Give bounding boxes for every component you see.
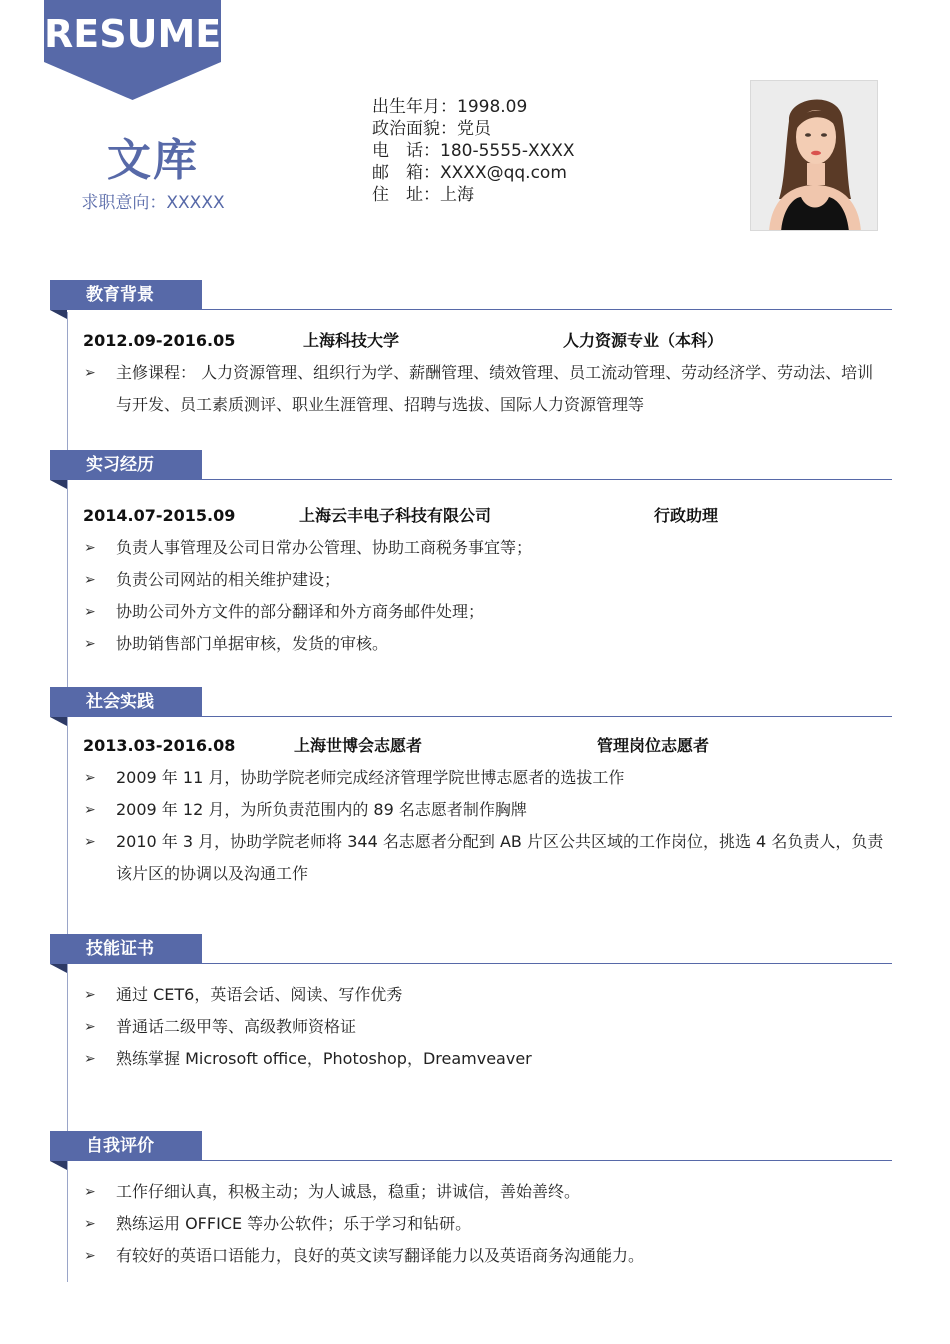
entry-org: 上海世博会志愿者 bbox=[294, 736, 423, 755]
list-item-text: 负责公司网站的相关维护建设； bbox=[116, 570, 341, 589]
arrow-bullet-icon: ➢ bbox=[84, 1019, 96, 1035]
entry-role: 人力资源专业（本科） bbox=[563, 331, 724, 350]
arrow-bullet-icon: ➢ bbox=[84, 636, 96, 652]
list-item-text: 2009 年 12 月，为所负责范围内的 89 名志愿者制作胸牌 bbox=[116, 800, 527, 819]
info-birth: 出生年月：1998.09 bbox=[372, 97, 528, 117]
list-item bbox=[84, 628, 884, 660]
info-political: 政治面貌：党员 bbox=[372, 119, 491, 139]
list-item bbox=[84, 532, 884, 564]
arrow-bullet-icon: ➢ bbox=[84, 1216, 96, 1232]
section-title: 教育背景 bbox=[86, 285, 154, 305]
list-item bbox=[84, 794, 884, 826]
list-item bbox=[84, 1176, 884, 1208]
section-fold bbox=[50, 480, 67, 489]
section-title: 社会实践 bbox=[86, 692, 154, 712]
banner-title: RESUME bbox=[44, 12, 222, 56]
section-fold bbox=[50, 717, 67, 726]
arrow-bullet-icon: ➢ bbox=[84, 802, 96, 818]
portrait-photo bbox=[750, 80, 878, 231]
section-rule bbox=[202, 309, 892, 310]
job-intention: 求职意向：XXXXX bbox=[81, 193, 225, 213]
entry-org: 上海科技大学 bbox=[303, 331, 400, 350]
info-email: 邮 箱：XXXX@qq.com bbox=[372, 163, 567, 183]
entry-role: 管理岗位志愿者 bbox=[597, 736, 710, 755]
list-item-text: 2010 年 3 月，协助学院老师将 344 名志愿者分配到 AB 片区公共区域的工作岗位，挑选 4 名负责人，负责该片区的协调以及沟通工作 bbox=[116, 832, 884, 883]
arrow-bullet-icon: ➢ bbox=[84, 987, 96, 1003]
personal-info bbox=[372, 96, 575, 206]
list-item-text: 熟练掌握 Microsoft office，Photoshop，Dreamveaver bbox=[116, 1049, 532, 1068]
section-rule bbox=[202, 479, 892, 480]
arrow-bullet-icon: ➢ bbox=[84, 604, 96, 620]
list-item bbox=[84, 596, 884, 628]
list-item bbox=[84, 1208, 884, 1240]
list-item-text: 工作仔细认真，积极主动；为人诚恳，稳重；讲诚信，善始善终。 bbox=[116, 1182, 581, 1201]
arrow-bullet-icon: ➢ bbox=[84, 1051, 96, 1067]
section-fold bbox=[50, 310, 67, 319]
section-fold bbox=[50, 1161, 67, 1170]
info-phone: 电 话：180-5555-XXXX bbox=[372, 141, 575, 161]
list-item-text: 有较好的英语口语能力，良好的英文读写翻译能力以及英语商务沟通能力。 bbox=[116, 1246, 645, 1265]
list-item-text: 通过 CET6，英语会话、阅读、写作优秀 bbox=[116, 985, 403, 1004]
list-item bbox=[84, 826, 884, 890]
section-rule bbox=[202, 716, 892, 717]
entry-role: 行政助理 bbox=[654, 506, 719, 525]
section-title: 实习经历 bbox=[86, 455, 154, 475]
entry-date: 2013.03-2016.08 bbox=[83, 736, 236, 755]
list-item-text: 负责人事管理及公司日常办公管理、协助工商税务事宜等； bbox=[116, 538, 533, 557]
section-title: 自我评价 bbox=[86, 1136, 154, 1156]
section-rule bbox=[202, 963, 892, 964]
list-item bbox=[84, 762, 884, 794]
arrow-bullet-icon: ➢ bbox=[84, 1248, 96, 1264]
section-header-internship bbox=[50, 450, 892, 480]
arrow-bullet-icon: ➢ bbox=[84, 365, 96, 381]
list-item-text: 2009 年 11 月，协助学院老师完成经济管理学院世博志愿者的选拔工作 bbox=[116, 768, 625, 787]
list-item bbox=[84, 1043, 884, 1075]
entry-date: 2012.09-2016.05 bbox=[83, 331, 236, 350]
portrait-illustration bbox=[751, 81, 878, 231]
info-address: 住 址：上海 bbox=[372, 185, 474, 205]
section-header-practice bbox=[50, 687, 892, 717]
arrow-bullet-icon: ➢ bbox=[84, 540, 96, 556]
section-header-education bbox=[50, 280, 892, 310]
list-item-text: 普通话二级甲等、高级教师资格证 bbox=[116, 1017, 357, 1036]
section-header-skills bbox=[50, 934, 892, 964]
arrow-bullet-icon: ➢ bbox=[84, 1184, 96, 1200]
list-item bbox=[84, 564, 884, 596]
resume-banner bbox=[44, 0, 221, 100]
entry-date: 2014.07-2015.09 bbox=[83, 506, 236, 525]
section-fold bbox=[50, 964, 67, 973]
list-item-text: 熟练运用 OFFICE 等办公软件；乐于学习和钻研。 bbox=[116, 1214, 472, 1233]
list-item-text: 协助公司外方文件的部分翻译和外方商务邮件处理； bbox=[116, 602, 485, 621]
list-item bbox=[84, 1011, 884, 1043]
list-item bbox=[84, 979, 884, 1011]
list-item bbox=[84, 357, 884, 421]
arrow-bullet-icon: ➢ bbox=[84, 572, 96, 588]
entry-org: 上海云丰电子科技有限公司 bbox=[299, 506, 492, 525]
list-item-text: 协助销售部门单据审核，发货的审核。 bbox=[116, 634, 389, 653]
list-item bbox=[84, 1240, 884, 1272]
list-item-text: 主修课程： 人力资源管理、组织行为学、薪酬管理、绩效管理、员工流动管理、劳动经济学、劳动法、培训与开发、员工素质测评、职业生涯管理、招聘与选拔、国际人力资源管理等 bbox=[116, 363, 874, 414]
section-header-self bbox=[50, 1131, 892, 1161]
candidate-name: 文库 bbox=[107, 135, 199, 186]
arrow-bullet-icon: ➢ bbox=[84, 834, 96, 850]
arrow-bullet-icon: ➢ bbox=[84, 770, 96, 786]
section-title: 技能证书 bbox=[86, 939, 154, 959]
section-rule bbox=[202, 1160, 892, 1161]
